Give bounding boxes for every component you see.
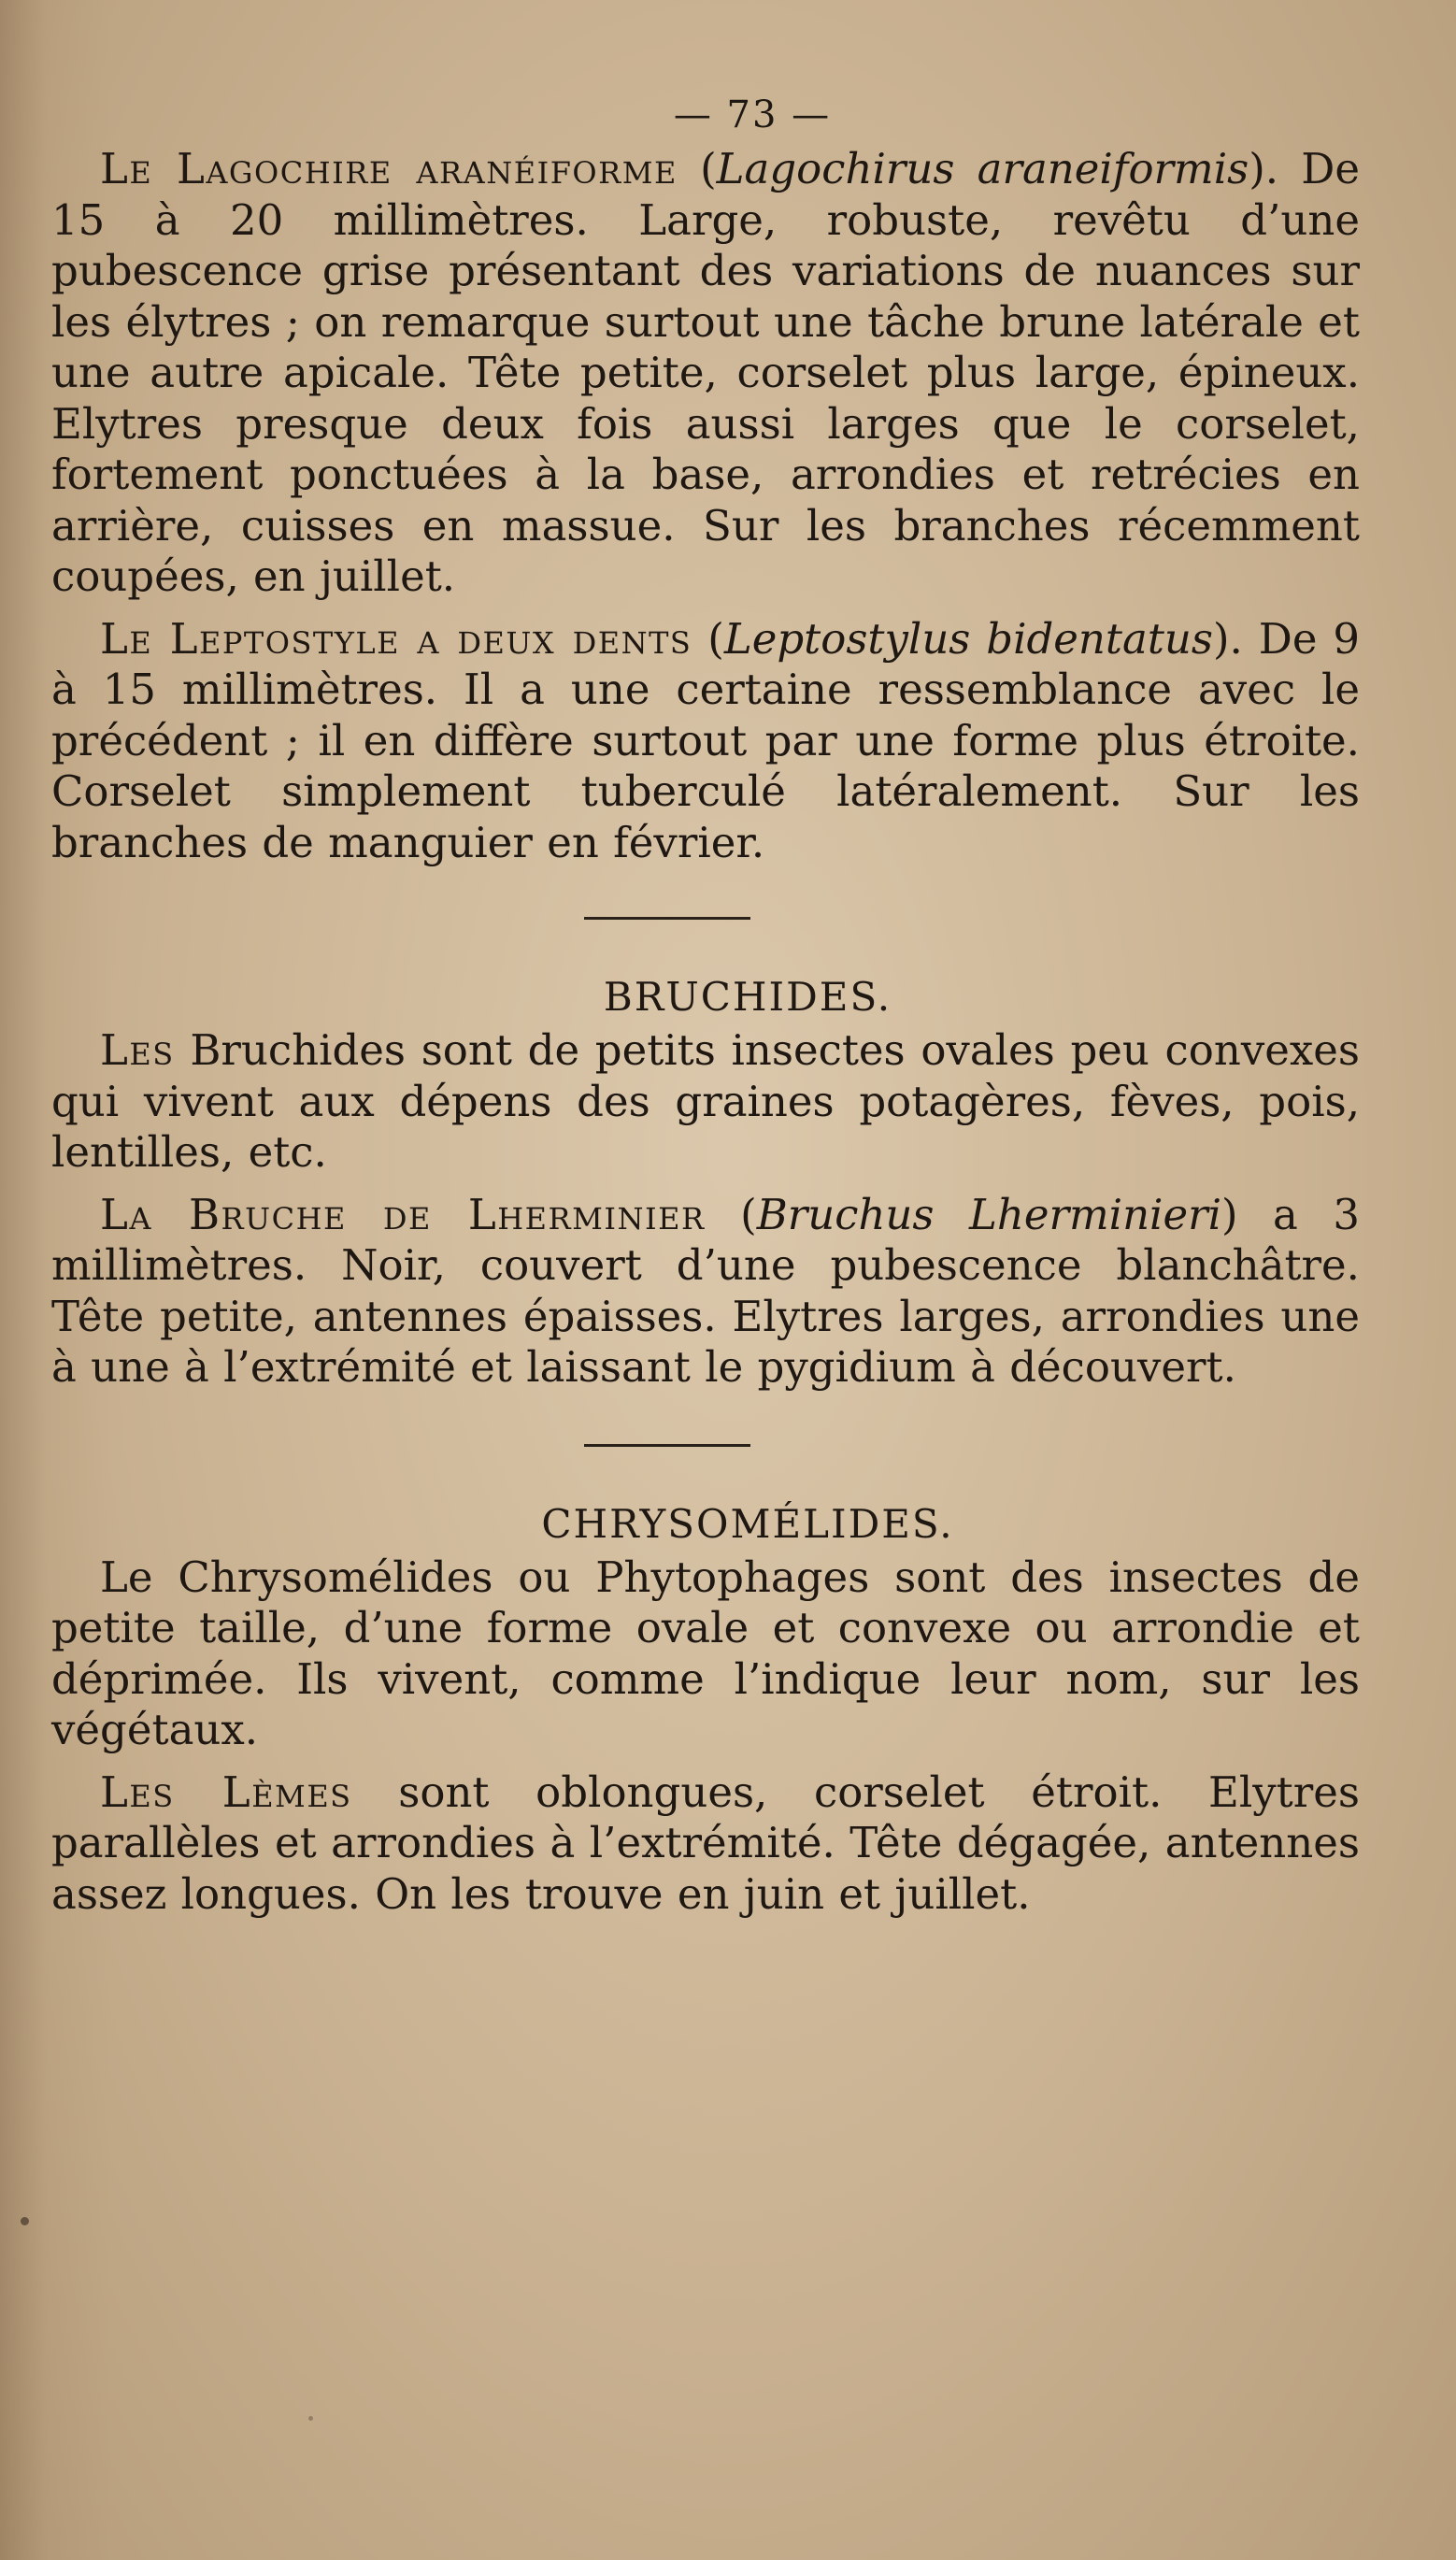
entry-text: Le Chrysomélides ou Phytophages sont des insectes de petite taille, d’une forme ovale et convexe ou arrondie et déprimée. Ils vivent, comme l’indique leur nom, sur les végétaux. [51,1552,1360,1754]
entry-lemes [51,1767,1360,1921]
entry-text: Bruchides sont de petits insectes ovales peu convexes qui vivent aux dépens des graines potagères, fèves, pois, lentilles, etc. [51,1025,1360,1177]
ink-speck [308,2416,313,2421]
entry-bruche: La Bruche de Lherminier (Bruchus Lherminieri) a 3 millimètres. Noir, couvert d’une pubescence blanchâtre. Tête petite, antennes épaisses. Elytres larges, arrondies une à une à l’extrémité et laissant le pygidium à découvert. [51,1189,1360,1392]
book-page [51,93,1360,1920]
page-number: — 73 — [673,93,832,136]
section-heading-bruchides: BRUCHIDES. [603,974,892,1020]
entry-text: sont oblongues, corselet étroit. Elytres parallèles et arrondies à l’extrémité. Tête dégagée, antennes assez longues. On les trouve en juin et juillet. [51,1766,1360,1919]
section-divider [584,1444,750,1447]
entry-chrysomelides-intro [51,1552,1360,1756]
lead-word: Les [100,1025,175,1075]
entry-text: De 15 à 20 millimètres. Large, robuste, revêtu d’une pubescence grise présentant des variations de nuances sur les élytres ; on remarque surtout une tâche brune latérale et une autre apicale. Tête petite, corselet plus large, épineux. Elytres presque deux fois aussi larges que le corselet, fortement ponctuées à la base, arrondies et retrécies en arrière, cuisses en massue. Sur les branches récemment coupées, en juillet. [51,144,1360,601]
entry-bruchides-intro [51,1025,1360,1179]
latin-name: Leptostylus bidentatus [723,613,1213,664]
latin-name: Bruchus Lherminieri [756,1189,1221,1239]
section-heading-chrysomelides: CHRYSOMÉLIDES. [541,1500,954,1547]
latin-name: Lagochirus araneiformis [716,144,1249,193]
entry-lagochire: Le Lagochire aranéiforme (Lagochirus araneiformis). De 15 à 20 millimètres. Large, robuste, revêtu d’une pubescence grise présentant des variations de nuances sur les élytres ; on remarque surtout une tâche brune latérale et une autre apicale. Tête petite, corselet plus large, épineux. Elytres presque deux fois aussi larges que le corselet, fortement ponctuées à la base, arrondies et retrécies en arrière, cuisses en massue. Sur les branches récemment coupées, en juillet. [51,144,1360,601]
species-name: Le Lagochire aranéiforme [100,144,678,193]
entry-text: a 3 millimètres. Noir, couvert d’une pubescence blanchâtre. Tête petite, antennes épaisses. Elytres larges, arrondies une à une à l’extrémité et laissant le pygidium à découvert. [51,1189,1360,1392]
species-name: La Bruche de Lherminier [100,1189,706,1239]
species-name: Le Leptostyle a deux dents [100,613,692,664]
section-divider [584,917,750,920]
species-name: Les Lèmes [100,1766,352,1817]
entry-leptostyle: Le Leptostyle a deux dents (Leptostylus bidentatus). De 9 à 15 millimètres. Il a une certaine ressemblance avec le précédent ; il en diffère surtout par une forme plus étroite. Corselet simplement tuberculé latéralement. Sur les branches de manguier en février. [51,613,1360,867]
ink-speck [21,2217,29,2225]
entry-text: De 9 à 15 millimètres. Il a une certaine ressemblance avec le précédent ; il en diffère surtout par une forme plus étroite. Corselet simplement tuberculé latéralement. Sur les branches de manguier en février. [51,613,1360,867]
